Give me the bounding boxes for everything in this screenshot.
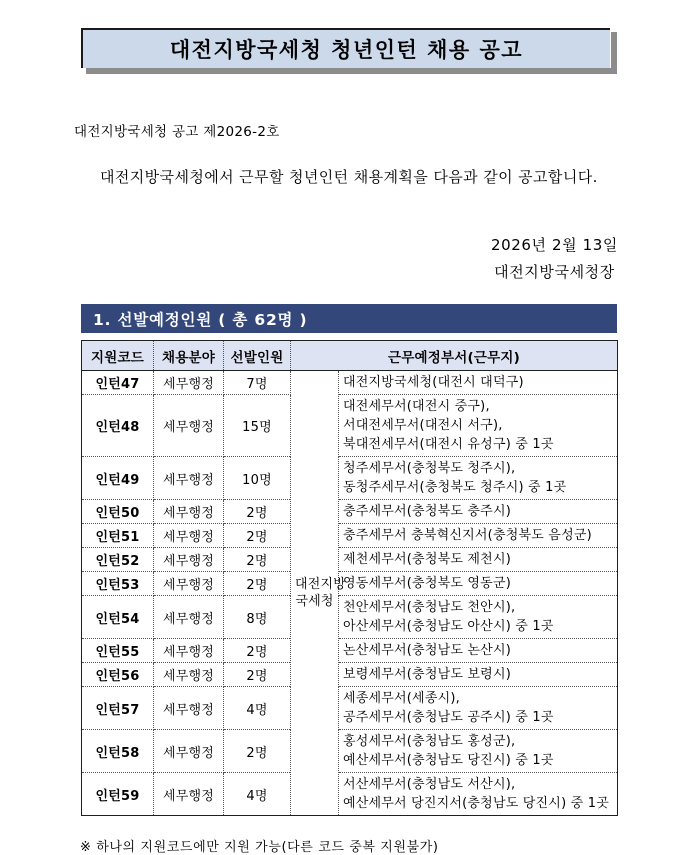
cell-support-code: 인턴54 [82, 596, 154, 639]
department-line: 동청주세무서(충청북도 청주시) 중 1곳 [343, 480, 567, 495]
department-line: 대전세무서(대전시 중구), [343, 399, 490, 414]
table-row [82, 730, 618, 773]
cell-department-location [339, 596, 618, 639]
cell-recruit-field: 세무행정 [154, 371, 224, 395]
cell-selection-count: 8명 [224, 596, 291, 639]
cell-support-code: 인턴50 [82, 500, 154, 524]
regional-office-line: 대전지방 [295, 577, 347, 592]
table-row [82, 548, 618, 572]
cell-support-code: 인턴47 [82, 371, 154, 395]
department-line: 충주세무서(충청북도 충주시) [343, 504, 511, 519]
cell-recruit-field: 세무행정 [154, 596, 224, 639]
table-footnote: ※ 하나의 지원코드에만 지원 가능(다른 코드 중복 지원불가) [80, 840, 439, 855]
section-header-bar [81, 304, 617, 333]
cell-recruit-field: 세무행정 [154, 548, 224, 572]
department-line: 홍성세무서(충청남도 홍성군), [343, 734, 516, 749]
cell-selection-count: 7명 [224, 371, 291, 395]
cell-regional-office-merged [291, 371, 347, 816]
announcement-date: 2026년 2월 13일 [490, 236, 618, 254]
cell-department-location [339, 500, 618, 524]
table-header-row [82, 341, 618, 371]
column-header-department: 근무예정부서(근무지) [291, 341, 618, 371]
table-row [82, 663, 618, 687]
signer-name: 대전지방국세청장 [494, 263, 615, 281]
table-row [82, 524, 618, 548]
department-line: 천안세무서(충청남도 천안시), [343, 600, 516, 615]
title-banner [81, 28, 617, 74]
cell-department-location [339, 524, 618, 548]
department-line: 보령세무서(충청남도 보령시) [343, 667, 511, 682]
cell-support-code: 인턴49 [82, 457, 154, 500]
cell-selection-count: 10명 [224, 457, 291, 500]
cell-recruit-field: 세무행정 [154, 524, 224, 548]
table-row [82, 773, 618, 816]
cell-recruit-field: 세무행정 [154, 687, 224, 730]
document-number: 대전지방국세청 공고 제2026-2호 [74, 124, 280, 140]
page-title: 대전지방국세청 청년인턴 채용 공고 [169, 38, 524, 62]
cell-selection-count: 2명 [224, 663, 291, 687]
cell-selection-count: 15명 [224, 395, 291, 457]
table-row [82, 457, 618, 500]
cell-selection-count: 4명 [224, 687, 291, 730]
cell-selection-count: 2명 [224, 500, 291, 524]
department-line: 서산세무서(충청남도 서산시), [343, 777, 516, 792]
cell-department-location [339, 730, 618, 773]
cell-department-location [339, 457, 618, 500]
cell-recruit-field: 세무행정 [154, 639, 224, 663]
cell-support-code: 인턴55 [82, 639, 154, 663]
cell-recruit-field: 세무행정 [154, 572, 224, 596]
column-header-count: 선발인원 [224, 341, 291, 371]
cell-support-code: 인턴58 [82, 730, 154, 773]
cell-support-code: 인턴59 [82, 773, 154, 816]
cell-department-location [339, 572, 618, 596]
cell-selection-count: 2명 [224, 572, 291, 596]
department-line: 서대전세무서(대전시 서구), [343, 418, 503, 433]
title-banner-shadow-bottom [86, 68, 617, 74]
cell-selection-count: 2명 [224, 524, 291, 548]
department-line: 제천세무서(충청북도 제천시) [343, 552, 511, 567]
section-header-label: 1. 선발예정인원 ( 총 62명 ) [93, 310, 308, 329]
cell-support-code: 인턴52 [82, 548, 154, 572]
department-line: 공주세무서(충청남도 공주시) 중 1곳 [343, 710, 554, 725]
cell-department-location [339, 548, 618, 572]
cell-department-location [339, 687, 618, 730]
column-header-code: 지원코드 [82, 341, 154, 371]
cell-selection-count: 4명 [224, 773, 291, 816]
title-banner-fill [81, 28, 610, 68]
selection-table [81, 340, 618, 816]
column-header-field: 채용분야 [154, 341, 224, 371]
cell-recruit-field: 세무행정 [154, 500, 224, 524]
cell-selection-count: 2명 [224, 730, 291, 773]
cell-department-location [339, 395, 618, 457]
signature-block [491, 232, 618, 286]
cell-department-location [339, 663, 618, 687]
selection-table-container [81, 340, 617, 816]
cell-department-location [339, 773, 618, 816]
table-row [82, 572, 618, 596]
table-row [82, 687, 618, 730]
cell-support-code: 인턴56 [82, 663, 154, 687]
department-line: 대전지방국세청(대전시 대덕구) [343, 375, 524, 390]
department-line: 예산세무서(충청남도 당진시) 중 1곳 [343, 753, 554, 768]
department-line: 논산세무서(충청남도 논산시) [343, 643, 511, 658]
cell-recruit-field: 세무행정 [154, 457, 224, 500]
table-row [82, 596, 618, 639]
department-line: 세종세무서(세종시), [343, 691, 460, 706]
cell-support-code: 인턴53 [82, 572, 154, 596]
department-line: 영동세무서(충청북도 영동군) [343, 576, 511, 591]
cell-support-code: 인턴51 [82, 524, 154, 548]
department-line: 충주세무서 충북혁신지서(충청북도 음성군) [343, 528, 592, 543]
cell-selection-count: 2명 [224, 548, 291, 572]
cell-recruit-field: 세무행정 [154, 730, 224, 773]
cell-selection-count: 2명 [224, 639, 291, 663]
department-line: 청주세무서(충청북도 청주시), [343, 461, 516, 476]
regional-office-line: 국세청 [295, 594, 334, 609]
cell-department-location [339, 639, 618, 663]
department-line: 북대전세무서(대전시 유성구) 중 1곳 [343, 437, 554, 452]
cell-recruit-field: 세무행정 [154, 663, 224, 687]
table-row [82, 371, 618, 395]
cell-recruit-field: 세무행정 [154, 773, 224, 816]
table-row [82, 500, 618, 524]
cell-recruit-field: 세무행정 [154, 395, 224, 457]
table-row [82, 395, 618, 457]
department-line: 예산세무서 당진지서(충청남도 당진시) 중 1곳 [343, 796, 609, 811]
cell-department-location [339, 371, 618, 395]
table-row [82, 639, 618, 663]
cell-support-code: 인턴57 [82, 687, 154, 730]
cell-support-code: 인턴48 [82, 395, 154, 457]
department-line: 아산세무서(충청남도 아산시) 중 1곳 [343, 619, 554, 634]
body-paragraph: 대전지방국세청에서 근무할 청년인턴 채용계획을 다음과 같이 공고합니다. [100, 168, 598, 186]
